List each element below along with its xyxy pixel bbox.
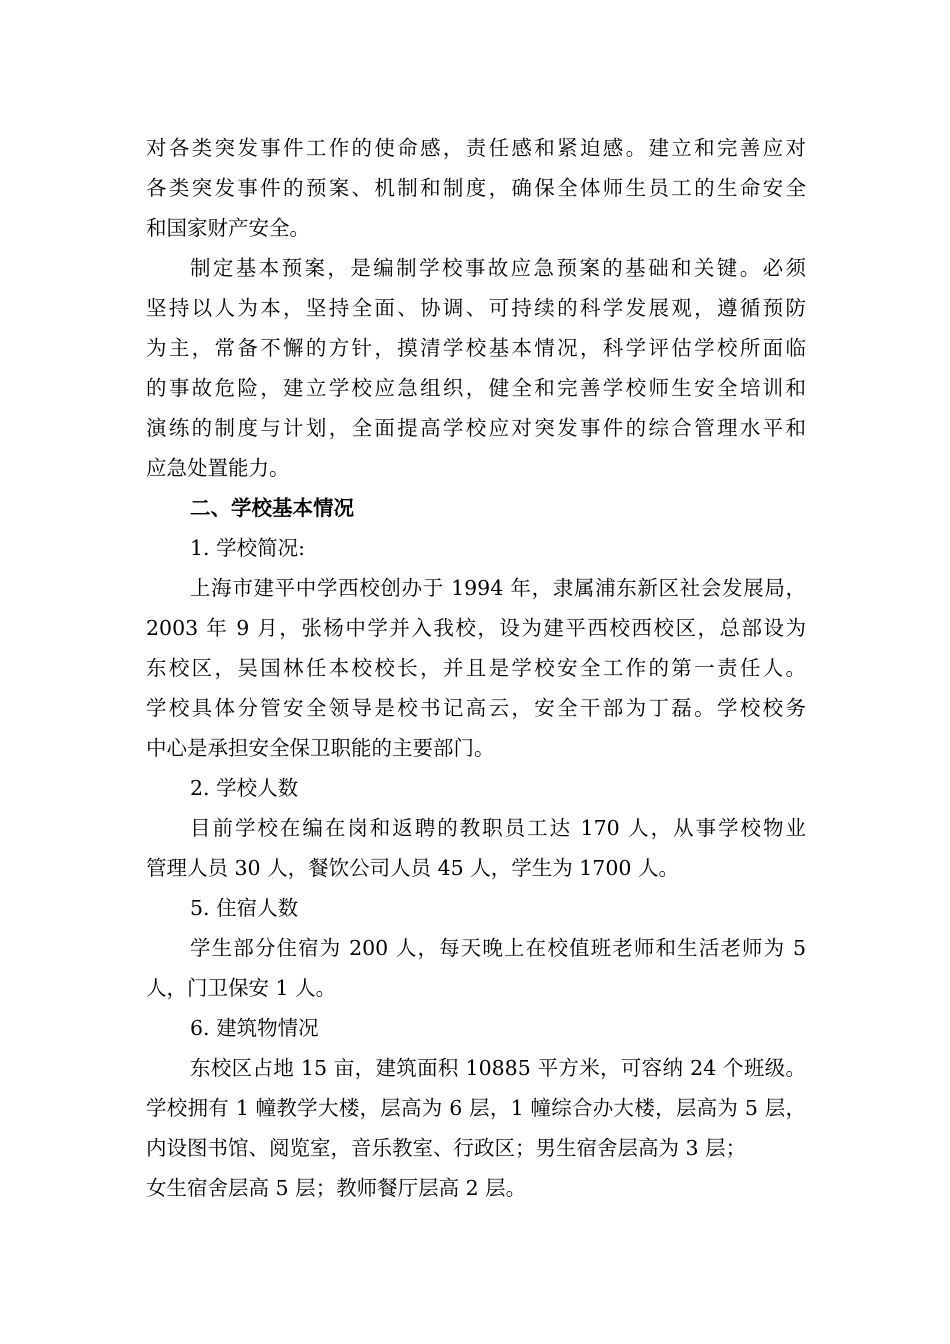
- paragraph-line: 东校区占地 15 亩，建筑面积 10885 平方米，可容纳 24 个班级。: [190, 1056, 806, 1080]
- document-page: [146, 128, 806, 1208]
- subsection-heading: 1. 学校简况:: [190, 536, 305, 560]
- paragraph-line: 学校拥有 1 幢教学大楼，层高为 6 层，1 幢综合办大楼，层高为 5 层，: [146, 1096, 806, 1120]
- subsection-heading: 5. 住宿人数: [190, 896, 299, 920]
- paragraph-line: 东校区，吴国林任本校校长，并且是学校安全工作的第一责任人。: [146, 656, 806, 680]
- paragraph-line: 内设图书馆、阅览室，音乐教室、行政区；男生宿舍层高为 3 层；: [146, 1136, 747, 1160]
- paragraph-line: 对各类突发事件工作的使命感，责任感和紧迫感。建立和完善应对: [146, 136, 806, 160]
- paragraph-line: 2003 年 9 月，张杨中学并入我校，设为建平西校西校区，总部设为: [146, 616, 806, 640]
- paragraph-line: 坚持以人为本，坚持全面、协调、可持续的科学发展观，遵循预防: [146, 296, 806, 320]
- paragraph-line: 目前学校在编在岗和返聘的教职员工达 170 人，从事学校物业: [190, 816, 806, 840]
- paragraph-line: 女生宿舍层高 5 层；教师餐厅层高 2 层。: [146, 1176, 527, 1200]
- subsection-heading: 2. 学校人数: [190, 776, 299, 800]
- paragraph-line: 应急处置能力。: [146, 456, 290, 480]
- paragraph-line: 为主，常备不懈的方针，摸清学校基本情况，科学评估学校所面临: [146, 336, 806, 360]
- paragraph-line: 学校具体分管安全领导是校书记高云，安全干部为丁磊。学校校务: [146, 696, 806, 720]
- paragraph-line: 人，门卫保安 1 人。: [146, 976, 337, 1000]
- paragraph-line: 上海市建平中学西校创办于 1994 年，隶属浦东新区社会发展局，: [190, 576, 806, 600]
- paragraph-line: 的事故危险，建立学校应急组织，健全和完善学校师生安全培训和: [146, 376, 806, 400]
- section-heading: 二、学校基本情况: [190, 496, 354, 520]
- paragraph-line: 管理人员 30 人，餐饮公司人员 45 人，学生为 1700 人。: [146, 856, 679, 880]
- subsection-heading: 6. 建筑物情况: [190, 1016, 319, 1040]
- paragraph-line: 演练的制度与计划，全面提高学校应对突发事件的综合管理水平和: [146, 416, 806, 440]
- paragraph-line: 学生部分住宿为 200 人，每天晚上在校值班老师和生活老师为 5: [190, 936, 806, 960]
- paragraph-line: 中心是承担安全保卫职能的主要部门。: [146, 736, 495, 760]
- paragraph-line: 制定基本预案，是编制学校事故应急预案的基础和关键。必须: [190, 256, 806, 280]
- paragraph-line: 各类突发事件的预案、机制和制度，确保全体师生员工的生命安全: [146, 176, 806, 200]
- paragraph-line: 和国家财产安全。: [146, 216, 310, 240]
